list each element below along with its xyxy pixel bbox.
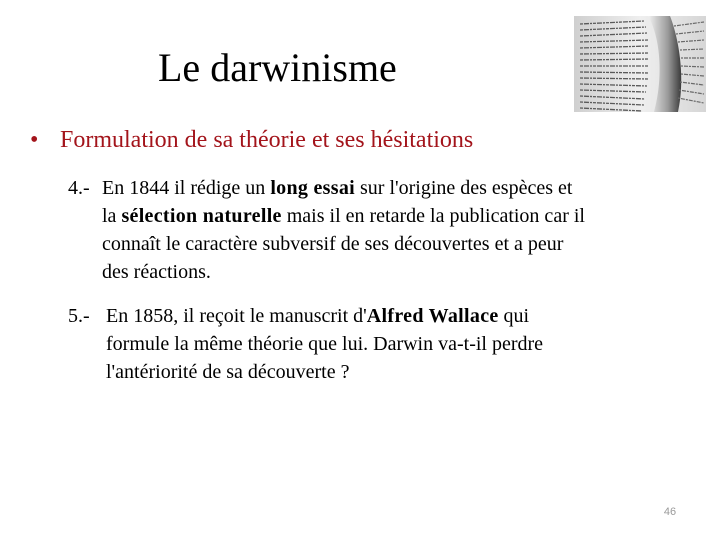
item-line	[102, 230, 585, 258]
text-span: des réactions.	[102, 261, 211, 283]
text-span: sur l'origine des espèces et	[355, 177, 573, 199]
slide-title: Le darwinisme	[158, 45, 397, 90]
text-span: En 1844 il rédige un	[102, 177, 271, 199]
text-span: mais il en retarde la publication car il	[281, 205, 585, 227]
open-book-photo-icon	[574, 16, 706, 112]
bullet-text: Formulation de sa théorie et ses hésitations	[60, 127, 474, 153]
item-number: 4.-	[68, 177, 90, 199]
text-span: formule la même théorie que lui. Darwin va-t-il perdre	[106, 333, 544, 355]
page-number: 46	[663, 506, 677, 518]
item-line	[102, 174, 585, 202]
bullet-heading	[30, 122, 473, 158]
item-line	[106, 302, 543, 330]
bold-term: Alfred Wallace	[366, 305, 499, 327]
item-number: 5.-	[68, 305, 90, 327]
bullet-symbol: •	[30, 127, 39, 153]
item-line	[106, 330, 543, 358]
text-span: qui	[498, 305, 530, 327]
bold-term: long essai	[270, 177, 355, 199]
item-text	[106, 302, 543, 386]
text-span: connaît le caractère subversif de ses découvertes et a peur	[102, 233, 564, 255]
item-text	[102, 174, 585, 286]
text-span: En 1858, il reçoit le manuscrit d'	[106, 305, 367, 327]
text-span: l'antériorité de sa découverte ?	[106, 361, 350, 383]
item-line	[102, 202, 585, 230]
item-line	[102, 258, 585, 286]
text-span: la	[102, 205, 122, 227]
item-line	[106, 358, 543, 386]
bold-term: sélection naturelle	[121, 205, 282, 227]
